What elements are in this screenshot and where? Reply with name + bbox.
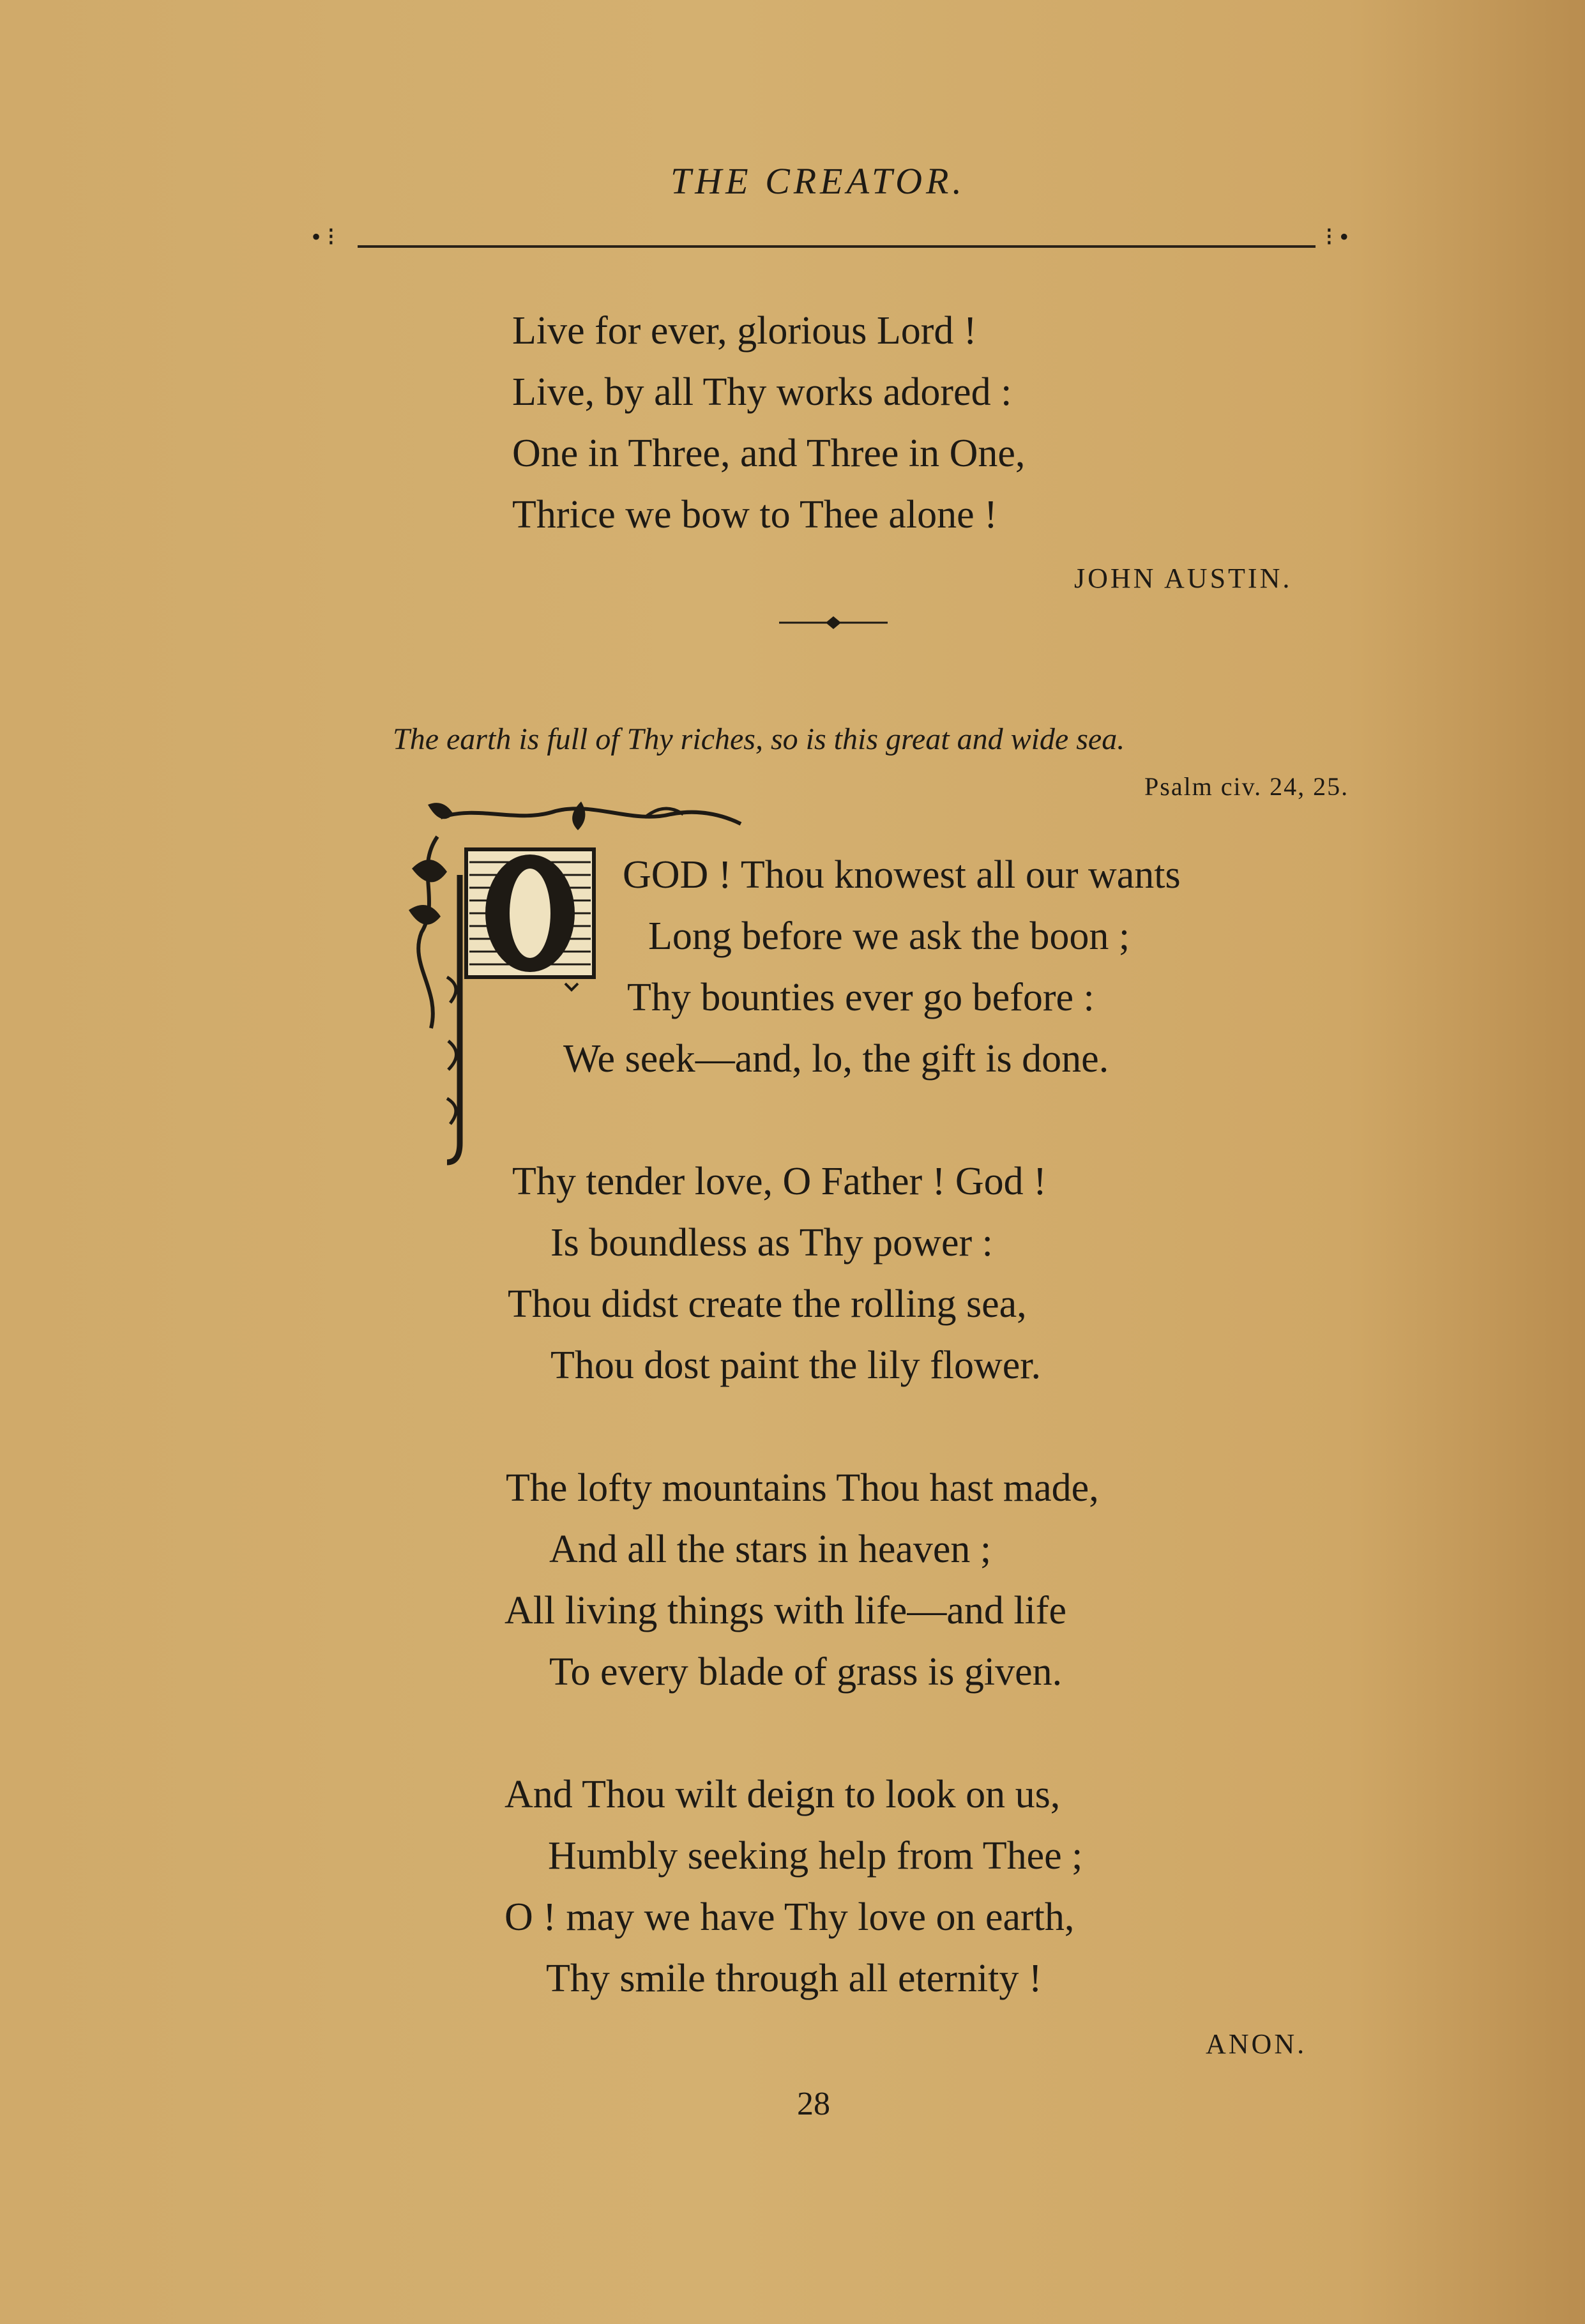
rule-dots-right: ⁝ • xyxy=(1325,222,1349,251)
poem1-line: Live, by all Thy works adored : xyxy=(512,370,1012,414)
poem2-line: Thou didst create the rolling sea, xyxy=(508,1282,1027,1326)
poem2-line: And all the stars in heaven ; xyxy=(549,1528,992,1571)
poem2-line: Thou dost paint the lily flower. xyxy=(550,1344,1042,1387)
poem2-line: To every blade of grass is given. xyxy=(549,1650,1063,1694)
poem2-line: Thy smile through all eternity ! xyxy=(546,1957,1042,2000)
poem2-line: All living things with life—and life xyxy=(504,1589,1066,1632)
rule-dots-left: • ⁝ xyxy=(312,222,335,251)
poem2-line: Is boundless as Thy power : xyxy=(550,1221,993,1265)
poem2-line: The lofty mountains Thou hast made, xyxy=(506,1466,1099,1510)
poem2-line: Thy tender love, O Father ! God ! xyxy=(512,1160,1047,1203)
poem2-line: Humbly seeking help from Thee ; xyxy=(548,1834,1083,1878)
epigraph-text: The earth is full of Thy riches, so is this great and wide sea. xyxy=(393,722,1125,756)
poem2-line: And Thou wilt deign to look on us, xyxy=(504,1773,1061,1816)
poem2-line: GOD ! Thou knowest all our wants xyxy=(623,853,1181,897)
poem2-line: Long before we ask the boon ; xyxy=(648,915,1130,958)
poem2-line: We seek—and, lo, the gift is done. xyxy=(563,1037,1109,1081)
header-rule xyxy=(358,245,1316,248)
poem1-line: Live for ever, glorious Lord ! xyxy=(512,309,977,353)
epigraph-reference: Psalm civ. 24, 25. xyxy=(1144,772,1349,801)
poem1-line: One in Three, and Three in One, xyxy=(512,432,1026,475)
page-number: 28 xyxy=(797,2086,830,2122)
running-header: THE CREATOR. xyxy=(671,160,966,202)
poem1-author: JOHN AUSTIN. xyxy=(1074,563,1293,594)
poem2-line: Thy bounties ever go before : xyxy=(627,976,1095,1019)
poem2-author: ANON. xyxy=(1206,2028,1307,2060)
ornament-divider xyxy=(779,613,888,632)
poem2-line: O ! may we have Thy love on earth, xyxy=(504,1895,1075,1939)
poem1-line: Thrice we bow to Thee alone ! xyxy=(512,493,997,536)
